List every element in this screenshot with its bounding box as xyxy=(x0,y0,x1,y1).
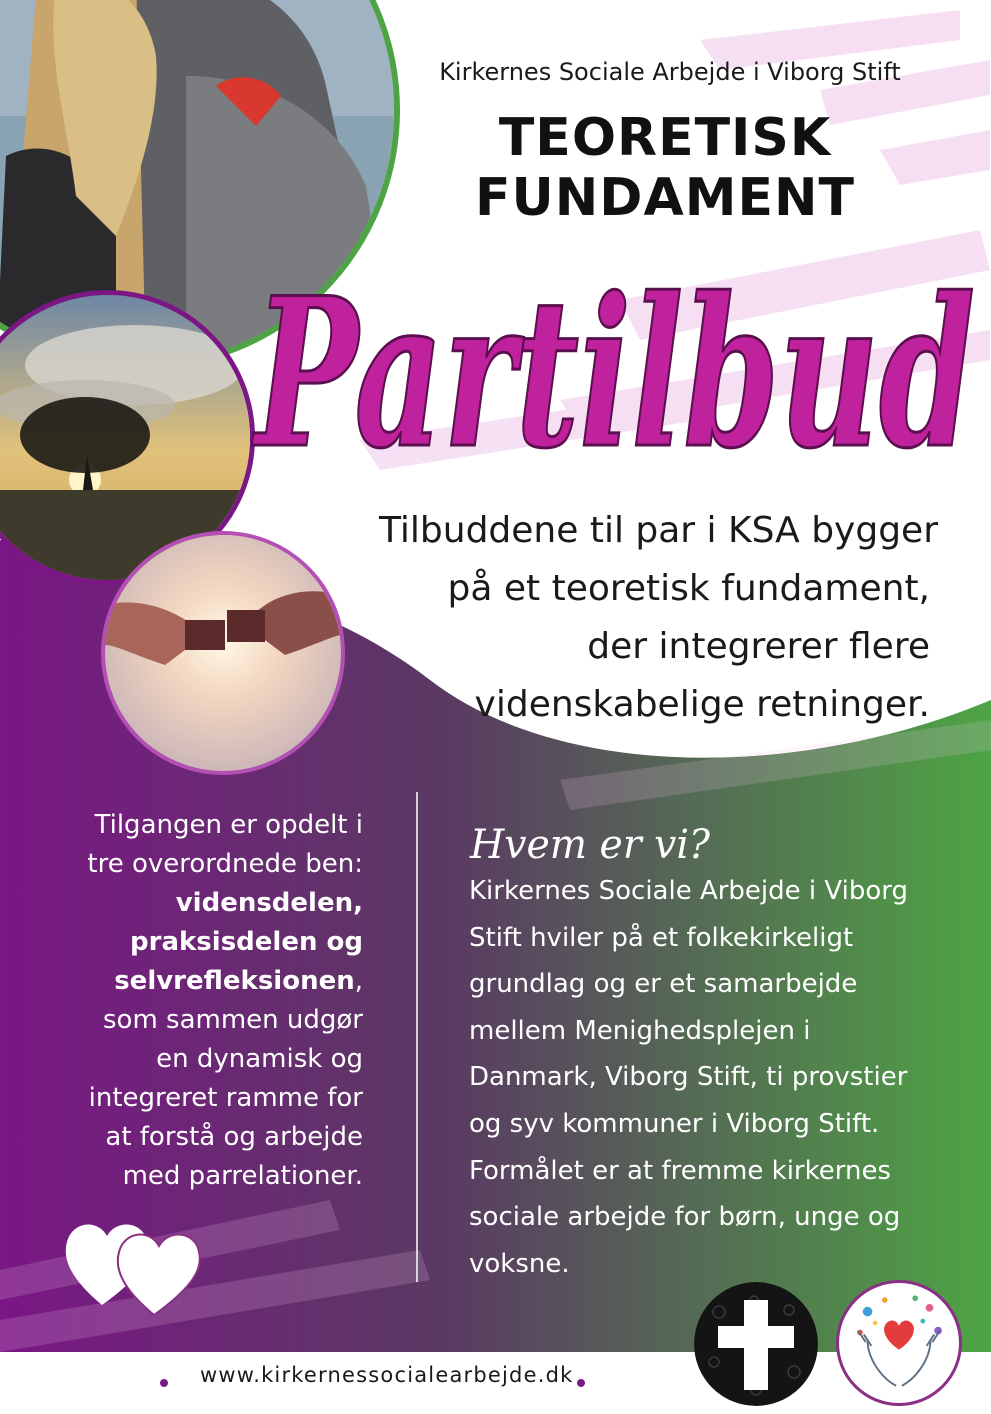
who-line: Danmark, Viborg Stift, ti provstier xyxy=(469,1062,908,1093)
approach-line: tre overordnede ben: xyxy=(87,849,363,879)
footer-dot-left xyxy=(160,1379,168,1387)
approach-line: som sammen udgør xyxy=(103,1005,363,1035)
footer-dot-right xyxy=(577,1379,585,1387)
approach-line: integreret ramme for xyxy=(88,1083,363,1113)
approach-text xyxy=(40,806,363,1196)
title-line-1: TEORETISK xyxy=(498,108,832,168)
approach-line: med parrelationer. xyxy=(122,1161,363,1191)
intro-text xyxy=(330,502,938,734)
who-line: sociale arbejde for børn, unge og xyxy=(469,1202,901,1233)
approach-bold-line: vidensdelen, xyxy=(175,888,363,918)
who-text xyxy=(469,868,959,1287)
title-line-2: FUNDAMENT xyxy=(475,168,855,228)
approach-comma: , xyxy=(354,966,363,996)
approach-bold-line: selvrefleksionen xyxy=(114,966,355,996)
who-line: Stift hviler på et folkekirkeligt xyxy=(469,922,854,953)
who-heading-text: Hvem er vi? xyxy=(469,822,711,868)
column-divider xyxy=(416,792,418,1282)
organization-name: Kirkernes Sociale Arbejde i Viborg Stift xyxy=(439,58,901,86)
puzzle-hands-photo xyxy=(101,531,345,775)
footer-website-link[interactable]: www.kirkernessocialearbejde.dk xyxy=(200,1363,574,1387)
hearts-icon xyxy=(62,1210,212,1320)
who-line: Formålet er at fremme kirkernes xyxy=(469,1155,891,1186)
script-title xyxy=(245,245,985,495)
script-title-text: Partilbud xyxy=(251,254,975,494)
intro-line: på et teoretisk fundament, xyxy=(447,568,930,609)
who-line: mellem Menighedsplejen i xyxy=(469,1015,811,1046)
hands-heart-logo-icon xyxy=(836,1280,962,1406)
cross-logo-icon xyxy=(694,1282,818,1406)
approach-line: at forstå og arbejde xyxy=(105,1122,363,1152)
intro-line: videnskabelige retninger. xyxy=(474,684,930,725)
approach-line: en dynamisk og xyxy=(156,1044,363,1074)
who-line: grundlag og er et samarbejde xyxy=(469,969,858,1000)
page-title xyxy=(430,108,900,228)
approach-bold-line: praksisdelen og xyxy=(130,927,363,957)
who-line: Kirkernes Sociale Arbejde i Viborg xyxy=(469,876,908,906)
who-line: og syv kommuner i Viborg Stift. xyxy=(469,1108,880,1139)
intro-line: Tilbuddene til par i KSA bygger xyxy=(379,510,938,551)
approach-line: Tilgangen er opdelt i xyxy=(94,810,363,840)
intro-line: der integrerer flere xyxy=(587,626,930,667)
who-line: voksne. xyxy=(469,1248,570,1279)
